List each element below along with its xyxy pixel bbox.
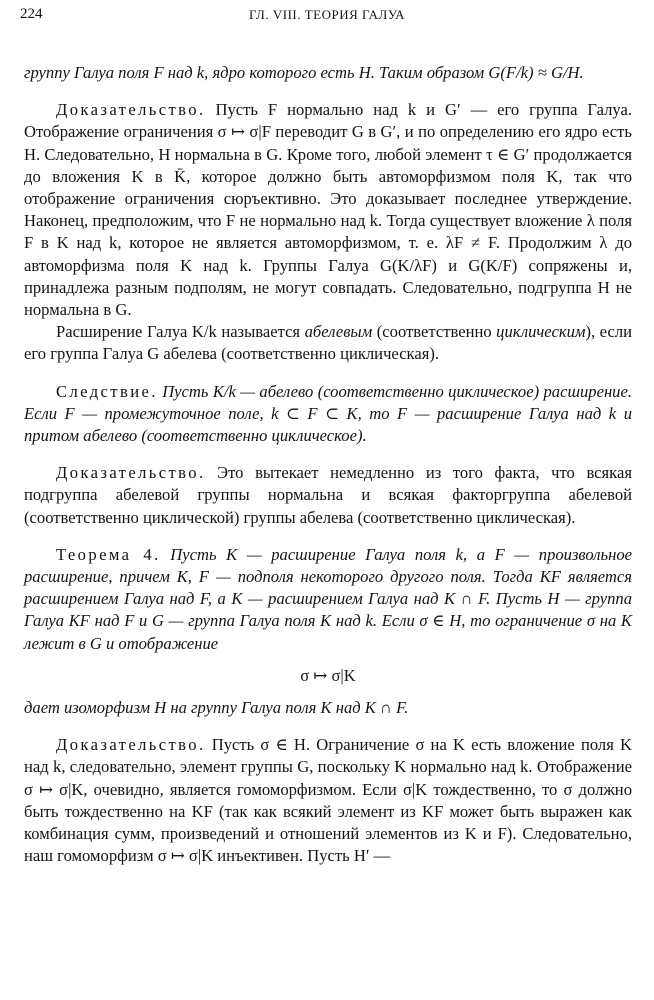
continuation-paragraph: группу Галуа поля F над k, ядро которого есть H. Таким образом G(F/k) ≈ G/H.	[24, 63, 584, 82]
corollary-paragraph	[24, 381, 632, 448]
body-text	[24, 62, 632, 868]
corollary-label: Следствие.	[56, 381, 158, 401]
display-formula: σ ↦ σ|K	[300, 665, 356, 685]
theorem-text: Пусть K — расширение Галуа поля k, а F — произвольное расширение, причем K, F — подполя некоторого другого поля. Тогда KF является расширением Галуа над F, а K — расширением Галуа над K ∩ F. Пусть H — группа Галуа KF над F и G — группа Галуа поля K над k. Если σ ∈ H, то ограничение σ на K лежит в G и отображение	[24, 544, 632, 653]
proof-paragraph-1	[24, 99, 632, 321]
proof-text: Пусть F нормально над k и G′ — его группа Галуа. Отображение ограничения σ ↦ σ|F переводит G в G′, и по определению его ядро есть H. Следовательно, H нормальна в G. Кроме того, любой элемент τ ∈ G′ продолжается до вложения K в K̄, которое должно быть автоморфизмом поля K, так что отображение ограничения сюръективно. Это доказывает последнее утверждение. Наконец, предположим, что F не нормально над k. Тогда существует вложение λ поля F в K над k, которое не является автоморфизмом, т. е. λF ≠ F. Продолжим λ до автоморфизма поля K над k. Группы Галуа G(K/λF) и G(K/F) сопряжены и, принадлежа разным подполям, не могут совпадать. Следовательно, подгруппа H не нормальна в G.	[24, 100, 632, 320]
proof-text: Пусть σ ∈ H. Ограничение σ на K есть вложение поля K над k, следовательно, элемент группы G, поскольку K нормально над k. Отображение σ ↦ σ|K, очевидно, является гомоморфизмом. Если σ|K тождественно, то σ должно быть тождественно на KF (так как всякий элемент из KF может быть выражен как комбинация сумм, произведений и отношений элементов из K и F). Следовательно, наш гомоморфизм σ ↦ σ|K инъективен. Пусть H′ —	[24, 735, 632, 866]
running-title: ГЛ. VIII. ТЕОРИЯ ГАЛУА	[249, 7, 405, 22]
corollary-text: Пусть K/k — абелево (соответственно циклическое) расширение. Если F — промежуточное поле, k ⊂ F ⊂ K, то F — расширение Галуа над k и притом абелево (соответственно циклическое).	[24, 381, 632, 446]
term-cyclic: циклическим	[496, 322, 586, 342]
theorem-paragraph	[24, 544, 632, 655]
page-header	[20, 6, 634, 30]
proof-label: Доказательство.	[56, 100, 206, 120]
term-abelian: абелевым	[304, 322, 373, 342]
proof-paragraph-2	[24, 462, 632, 529]
proof-label: Доказательство.	[56, 735, 206, 755]
theorem-label: Теорема 4.	[56, 544, 161, 564]
definition-paragraph: Расширение Галуа K/k называется абелевым (соответственно циклическим), если его группа Галуа G абелева (соответственно циклическая).	[24, 322, 632, 364]
proof-text: Это вытекает немедленно из того факта, что всякая подгруппа абелевой группы нормальна и всякая факторгруппа абелевой (соответственно циклической) группы абелева (соответственно циклическая).	[24, 463, 632, 527]
proof-paragraph-3	[24, 734, 632, 867]
proof-label: Доказательство.	[56, 463, 206, 483]
theorem-conclusion: дает изоморфизм H на группу Галуа поля K над K ∩ F.	[24, 698, 409, 718]
page-number: 224	[20, 6, 43, 22]
